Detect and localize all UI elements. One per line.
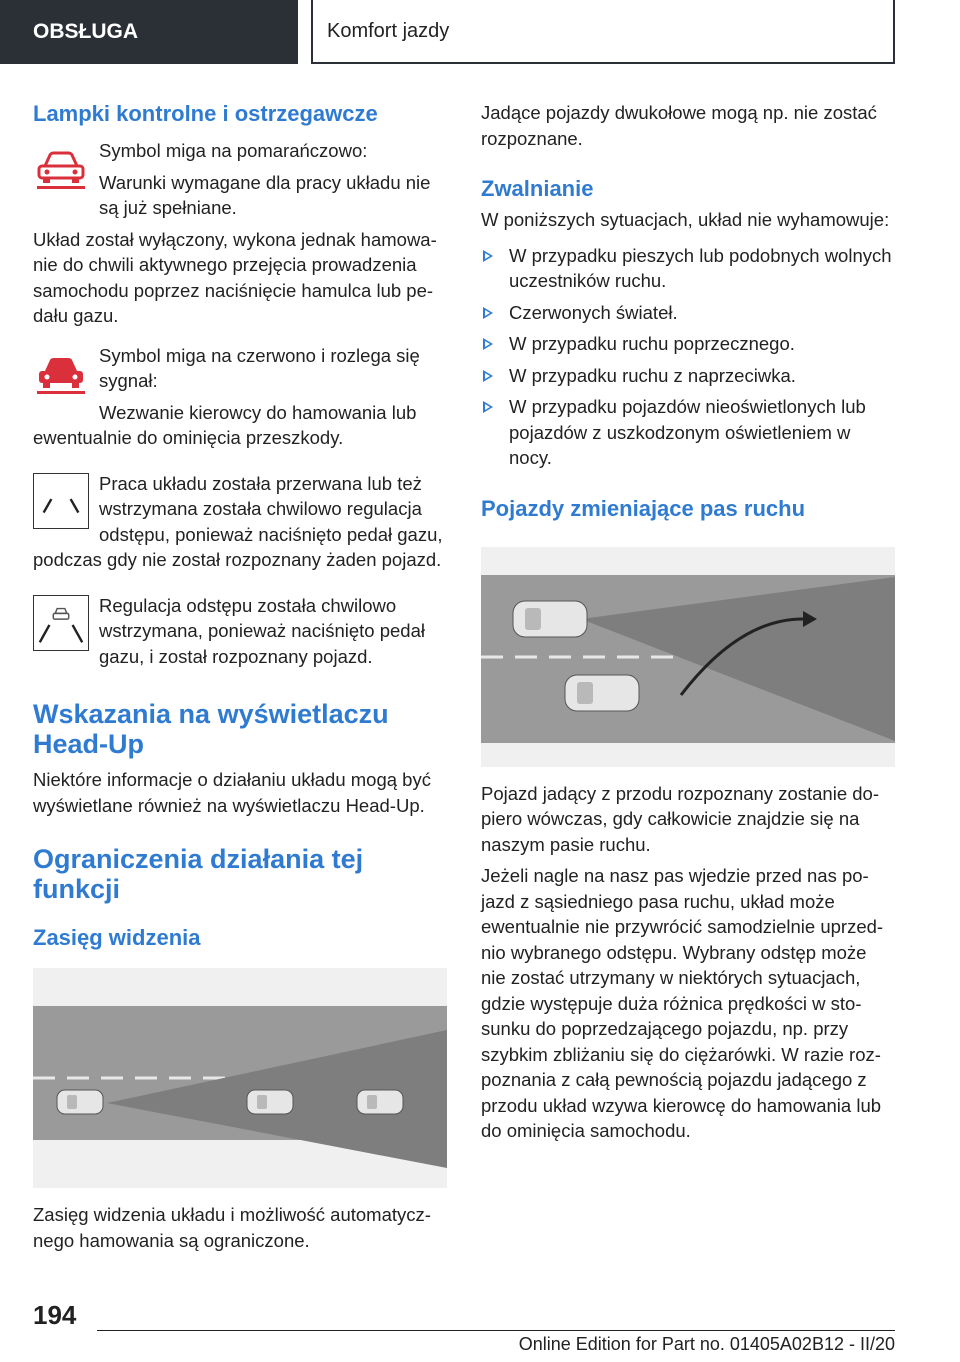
heading-lampki: Lampki kontrolne i ostrzegawcze <box>33 101 378 126</box>
heading-ograniczenia: Ograniczenia działania tej funkcji <box>33 844 364 904</box>
i1-line1: Symbol miga na pomarańczowo: <box>99 140 368 161</box>
bullet-text: W przypadku pojazdów nieoświetlonych lub pojazdów z uszkodzonym oświetleniem w nocy. <box>509 396 866 468</box>
indicator-red <box>33 343 447 451</box>
right-column <box>481 100 895 1144</box>
chapter-label: Komfort jazdy <box>327 19 450 42</box>
chapter-tab <box>311 0 895 64</box>
indicator-paused <box>33 593 447 670</box>
left-column <box>33 100 447 1253</box>
triangle-bullet-icon <box>483 370 493 382</box>
bullet-text: Czerwonych świateł. <box>509 301 678 323</box>
triangle-bullet-icon <box>483 401 493 413</box>
heading-zwalnianie: Zwalnianie <box>481 176 594 201</box>
indicator-interrupted <box>33 471 447 573</box>
triangle-bullet-icon <box>483 307 493 319</box>
zwal-text: W poniższych sytuacjach, układ nie wyhamowuje: <box>481 209 890 230</box>
i4-text: Regulacja odstępu została chwilowo wstrzymana, ponieważ naciśnięto pedał gazu, i został rozpoznany pojazd. <box>99 594 425 667</box>
poj-text2: Jeżeli nagle na nasz pas wjedzie przed nas pojazd z sąsiedniego pasa ruchu, układ może ewentualnie nie przywrócić samodzielnie uprzednio wybranego odstępu. Wybrany odstęp może nie zostać utrzymany w niektórych sytuacjach, gdzie występuje duża różnica prędkości w stosunku do poprzedzającego pojazdu, np. przy szybkim zbliżaniu się do ciężarówki. W razie rozpoznania z całą pewnością pojazdu jadącego z przodu układ wzywa kierowcę do hamowania lub do ominięcia samochodu. <box>481 865 884 1141</box>
i3-text: Praca układu została przerwana lub też wstrzymana została chwilowo regulacja odstępu, ponieważ naciśnięto pedał gazu, podczas gdy nie został rozpoznany żaden pojazd. <box>33 472 443 570</box>
page-number: 194 <box>33 1300 77 1330</box>
car-warning-orange-icon <box>33 140 89 196</box>
i2-line2: Wezwanie kierowcy do hamowania lub ewentualnie do ominięcia przeszkody. <box>33 401 417 448</box>
footer-edition: Online Edition for Part no. 01405A02B12 - II/20 <box>518 1334 895 1354</box>
triangle-bullet-icon <box>483 250 493 262</box>
bullet-text: W przypadku pieszych lub podobnych wolnych uczestników ruchu. <box>509 244 892 291</box>
heading-pojazdy: Pojazdy zmieniające pas ruchu <box>481 495 806 521</box>
right-intro: Jadące pojazdy dwukołowe mogą np. nie zostać rozpoznane. <box>481 102 877 149</box>
detection-range-figure <box>33 968 447 1188</box>
i1-line2: Warunki wymagane dla pracy układu nie są już spełniane. <box>99 171 431 218</box>
list-item <box>481 331 895 357</box>
zasieg-caption: Zasięg widzenia układu i możliwość automatycznego hamowania są ograniczone. <box>33 1204 431 1251</box>
headup-text: Niektóre informacje o działaniu układu mogą być wyświetlane również na wyświetlaczu Head-Up. <box>33 769 431 816</box>
lane-lines-icon <box>33 473 89 529</box>
section-label: OBSŁUGA <box>33 20 138 43</box>
footer-divider <box>97 1330 895 1331</box>
car-warning-red-icon <box>33 345 89 401</box>
poj-text1: Pojazd jadący z przodu rozpoznany zostanie dopiero wówczas, gdy całkowicie znajdzie się na naszym pasie ruchu. <box>481 782 879 855</box>
list-item <box>481 300 895 326</box>
section-tab <box>0 0 298 64</box>
list-item <box>481 243 895 294</box>
bullet-text: W przypadku ruchu z naprzeciwka. <box>509 364 796 386</box>
i1-para: Układ został wyłączony, wykona jednak hamowanie do chwili aktywnego przejęcia prowadzenia samochodu poprzez naciśnięcie hamulca lub pedału gazu. <box>33 228 437 326</box>
heading-headup: Wskazania na wyświetlaczu Head-Up <box>33 699 389 759</box>
list-item <box>481 394 895 471</box>
list-item <box>481 363 895 389</box>
i2-line1: Symbol miga na czerwono i rozlega się sygnał: <box>99 344 420 391</box>
indicator-orange <box>33 138 447 221</box>
lane-change-figure <box>481 547 895 767</box>
lane-car-icon <box>33 595 89 651</box>
heading-zasieg: Zasięg widzenia <box>33 925 201 950</box>
zwal-bullets <box>481 243 895 471</box>
triangle-bullet-icon <box>483 338 493 350</box>
bullet-text: W przypadku ruchu poprzecznego. <box>509 333 795 354</box>
